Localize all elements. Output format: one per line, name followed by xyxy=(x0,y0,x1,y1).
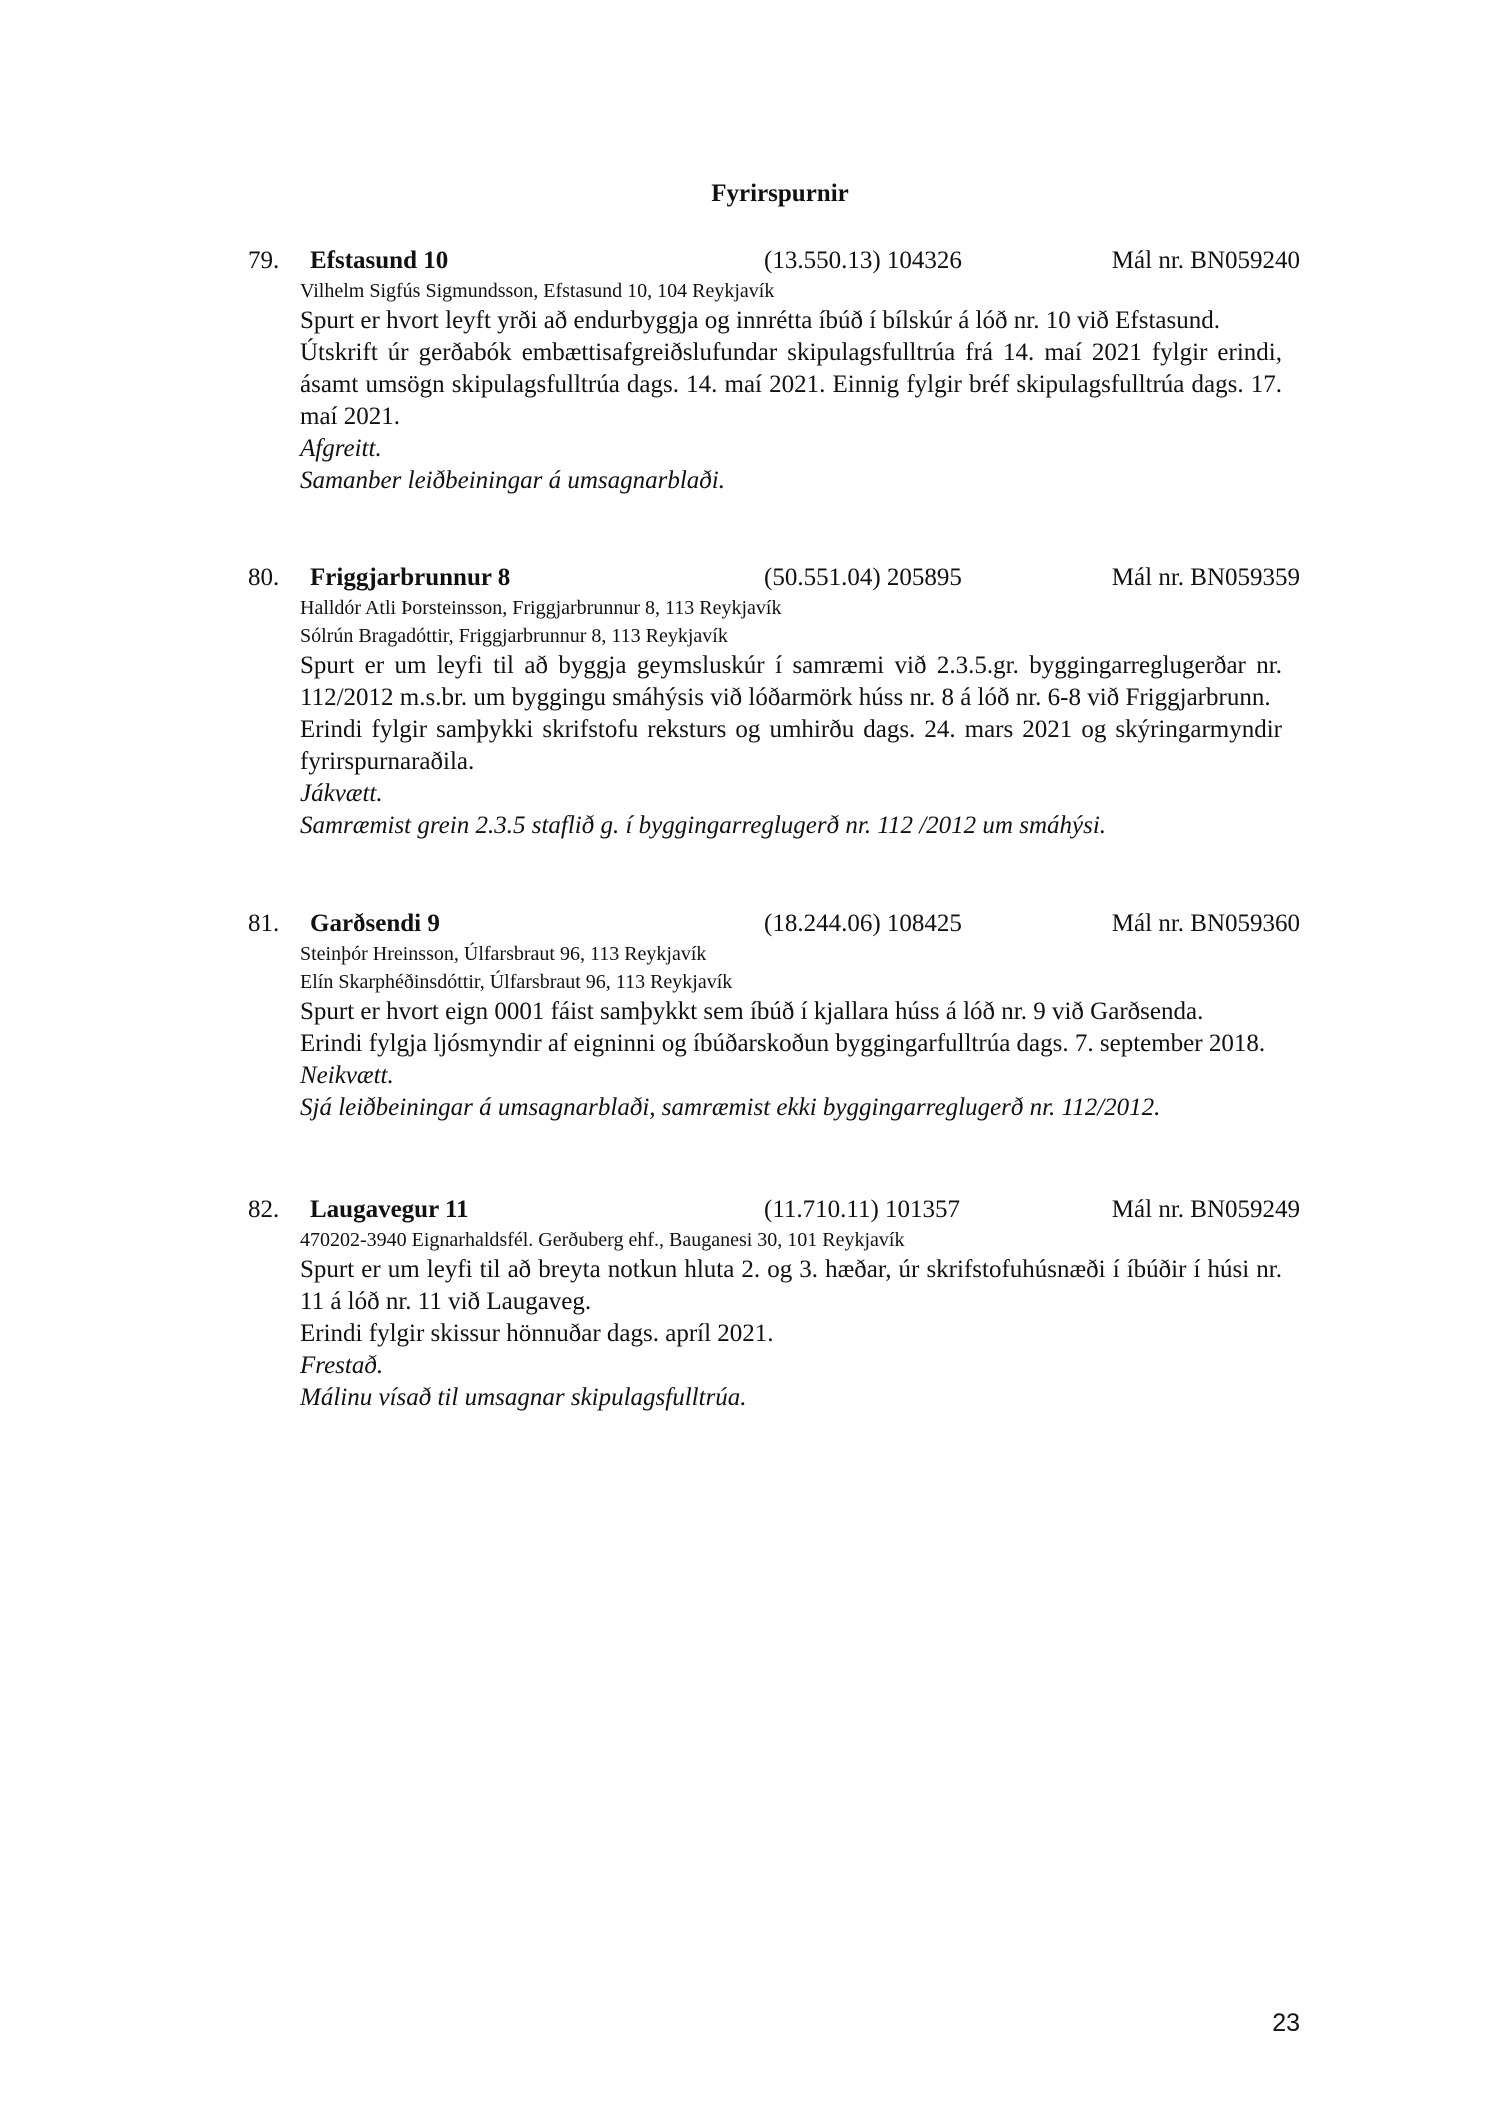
case-title: Garðsendi 9 xyxy=(310,910,440,937)
case-reference: (13.550.13) 104326 xyxy=(764,247,962,274)
case-id: Mál nr. BN059249 xyxy=(1111,1196,1300,1223)
case-paragraph: Spurt er um leyfi til að breyta notkun hluta 2. og 3. hæðar, úr skrifstofuhúsnæði í íbúðir í húsi nr. 11 á lóð nr. 11 við Laugaveg. xyxy=(300,1256,1282,1315)
case-id: Mál nr. BN059360 xyxy=(1111,910,1300,937)
case-paragraph: Erindi fylgir samþykki skrifstofu reksturs og umhirðu dags. 24. mars 2021 og skýringarmyndir fyrirspurnaraðila. xyxy=(300,716,1282,775)
case-header xyxy=(248,561,1300,594)
case-note: Samanber leiðbeiningar á umsagnarblaði. xyxy=(300,467,725,494)
applicant: Elín Skarphéðinsdóttir, Úlfarsbraut 96, 113 Reykjavík xyxy=(300,971,733,993)
case-paragraph: Erindi fylgir skissur hönnuðar dags. apríl 2021. xyxy=(300,1320,774,1347)
applicant: 470202-3940 Eignarhaldsfél. Gerðuberg ehf., Bauganesi 30, 101 Reykjavík xyxy=(300,1229,905,1251)
applicant: Steinþór Hreinsson, Úlfarsbraut 96, 113 Reykjavík xyxy=(300,943,707,965)
case-reference: (11.710.11) 101357 xyxy=(764,1196,961,1223)
section-heading: Fyrirspurnir xyxy=(711,180,849,207)
case-verdict: Afgreitt. xyxy=(300,435,382,462)
case-title: Efstasund 10 xyxy=(310,247,449,274)
case-header xyxy=(248,244,1300,277)
applicant: Sólrún Bragadóttir, Friggjarbrunnur 8, 113 Reykjavík xyxy=(300,625,728,647)
case-note: Samræmist grein 2.3.5 staflið g. í byggingarreglugerð nr. 112 /2012 um smáhýsi. xyxy=(300,812,1107,839)
case-reference: (50.551.04) 205895 xyxy=(764,564,962,591)
case-entry xyxy=(248,907,1300,1124)
case-verdict: Frestað. xyxy=(300,1352,384,1379)
case-id: Mál nr. BN059359 xyxy=(1111,564,1300,591)
case-number: 80. xyxy=(248,564,280,591)
case-verdict: Neikvætt. xyxy=(300,1062,394,1089)
case-note: Málinu vísað til umsagnar skipulagsfulltrúa. xyxy=(300,1384,747,1411)
case-entry xyxy=(248,561,1300,842)
case-id: Mál nr. BN059240 xyxy=(1111,247,1300,274)
case-paragraph: Spurt er hvort leyft yrði að endurbyggja og innrétta íbúð í bílskúr á lóð nr. 10 við Efstasund. xyxy=(300,307,1220,334)
case-note: Sjá leiðbeiningar á umsagnarblaði, samræmist ekki byggingarreglugerð nr. 112/2012. xyxy=(300,1094,1161,1121)
case-number: 81. xyxy=(248,910,280,937)
case-paragraph: Spurt er um leyfi til að byggja geymsluskúr í samræmi við 2.3.5.gr. byggingarreglugerðar nr. 112/2012 m.s.br. um byggingu smáhýsis við lóðarmörk húss nr. 8 á lóð nr. 6-8 við Friggjarbrunn. xyxy=(300,652,1282,711)
case-reference: (18.244.06) 108425 xyxy=(764,910,962,937)
case-header xyxy=(248,907,1300,940)
case-title: Laugavegur 11 xyxy=(310,1196,469,1223)
applicant: Halldór Atli Þorsteinsson, Friggjarbrunnur 8, 113 Reykjavík xyxy=(300,597,782,619)
case-paragraph: Spurt er hvort eign 0001 fáist samþykkt sem íbúð í kjallara húss á lóð nr. 9 við Garðsenda. xyxy=(300,998,1204,1025)
case-paragraph: Erindi fylgja ljósmyndir af eigninni og íbúðarskoðun byggingarfulltrúa dags. 7. september 2018. xyxy=(300,1030,1266,1057)
case-number: 82. xyxy=(248,1196,280,1223)
case-verdict: Jákvætt. xyxy=(300,780,383,807)
case-title: Friggjarbrunnur 8 xyxy=(310,564,511,591)
case-entry xyxy=(248,244,1300,497)
page-number: 23 xyxy=(1272,2009,1300,2037)
case-number: 79. xyxy=(248,247,280,274)
applicant: Vilhelm Sigfús Sigmundsson, Efstasund 10, 104 Reykjavík xyxy=(300,280,775,302)
case-paragraph: Útskrift úr gerðabók embættisafgreiðslufundar skipulagsfulltrúa frá 14. maí 2021 fylgir erindi, ásamt umsögn skipulagsfulltrúa dags. 14. maí 2021. Einnig fylgir bréf skipulagsfulltrúa dags. 17. maí 2021. xyxy=(300,339,1282,430)
case-entry xyxy=(248,1193,1300,1414)
case-header xyxy=(248,1193,1300,1226)
